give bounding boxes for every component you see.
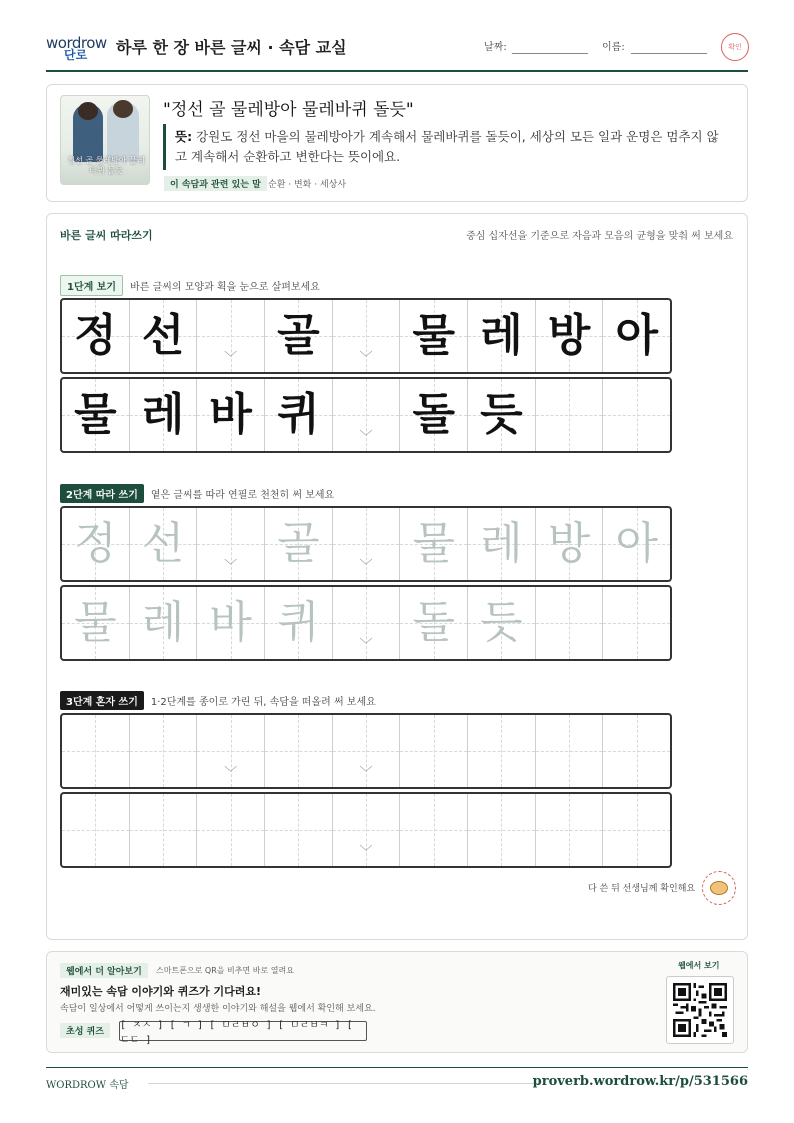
cover-head-right xyxy=(113,100,133,118)
meaning-accent-bar xyxy=(163,124,166,170)
related-words: 순환 · 변화 · 세상사 xyxy=(268,180,347,190)
qr-label: 웹에서 보기 xyxy=(678,961,720,970)
logo-wordmark: wordrow xyxy=(46,34,107,52)
date-field[interactable] xyxy=(512,53,588,54)
grid-cell xyxy=(62,379,130,451)
footer-divider xyxy=(46,1067,748,1068)
proverb-title: "정선 골 물레방아 물레바퀴 돌듯" xyxy=(163,100,414,120)
grid-cell[interactable] xyxy=(536,508,604,580)
wordrow-logo xyxy=(46,34,108,62)
step2-header xyxy=(60,484,334,503)
grid-cell xyxy=(197,300,265,372)
grid-cell xyxy=(265,379,333,451)
practice-char: 골 xyxy=(277,310,320,361)
grid-cell xyxy=(400,300,468,372)
space-mark-icon: ﹀ xyxy=(224,351,238,366)
grid-cell[interactable] xyxy=(62,508,130,580)
teacher-stamp-icon xyxy=(702,871,736,905)
practice-char: 레 xyxy=(141,597,185,648)
step1-row-1 xyxy=(60,298,672,374)
date-label: 날짜: xyxy=(484,42,507,53)
proverb-cover-image xyxy=(60,95,150,185)
related-words-badge: 이 속담과 관련 있는 말 xyxy=(164,176,267,191)
practice-char: 레 xyxy=(480,310,523,361)
grid-cell[interactable] xyxy=(265,587,333,659)
grid-cell xyxy=(62,300,130,372)
practice-char: 물 xyxy=(412,310,455,361)
grid-cell[interactable] xyxy=(265,794,333,866)
practice-char: 퀴 xyxy=(277,389,320,440)
practice-char: 아 xyxy=(615,310,658,361)
practice-char: 선 xyxy=(141,518,185,569)
grid-cell[interactable] xyxy=(197,715,265,787)
practice-char: 듯 xyxy=(480,597,523,648)
grid-cell[interactable] xyxy=(130,715,198,787)
space-mark-icon: ﹀ xyxy=(224,559,238,574)
grid-cell[interactable] xyxy=(197,508,265,580)
practice-char: 물 xyxy=(412,518,455,569)
grid-cell[interactable] xyxy=(130,794,198,866)
practice-char: 레 xyxy=(480,518,523,569)
proverb-meaning xyxy=(175,127,730,167)
page-title: 하루 한 장 바른 글씨 · 속담 교실 xyxy=(116,38,347,57)
grid-cell[interactable] xyxy=(468,794,536,866)
grid-cell xyxy=(333,379,401,451)
space-mark-icon: ﹀ xyxy=(224,766,238,781)
step1-header xyxy=(60,275,320,296)
space-mark-icon: ﹀ xyxy=(359,430,373,445)
step1-badge: 1단계 보기 xyxy=(60,275,123,296)
teacher-check-note: 다 쓴 뒤 선생님께 확인해요 xyxy=(588,884,696,894)
grid-cell[interactable] xyxy=(468,715,536,787)
qr-pattern xyxy=(673,983,727,1037)
practice-char: 레 xyxy=(141,389,185,440)
practice-char: 방 xyxy=(547,310,591,361)
step3-row-1[interactable] xyxy=(60,713,672,789)
grid-cell xyxy=(130,300,198,372)
grid-cell xyxy=(400,379,468,451)
chosung-quiz: [ ㅈㅅ ] [ ㄱ ] [ ㅁㄹㅂㅇ ] [ ㅁㄹㅂㅋ ] [ ㄷㄷ ] xyxy=(119,1021,367,1041)
grid-cell xyxy=(130,379,198,451)
footer-brand: WORDROW 속담 xyxy=(46,1080,129,1091)
name-label: 이름: xyxy=(602,42,625,53)
grid-cell[interactable] xyxy=(333,715,401,787)
grid-cell[interactable] xyxy=(468,587,536,659)
practice-char: 선 xyxy=(141,310,185,361)
practice-char: 아 xyxy=(615,518,658,569)
practice-char: 정 xyxy=(74,310,117,361)
step2-badge: 2단계 따라 쓰기 xyxy=(60,484,144,503)
practice-char: 돌 xyxy=(412,389,455,440)
space-mark-icon: ﹀ xyxy=(359,351,373,366)
grid-cell xyxy=(603,379,670,451)
practice-char: 정 xyxy=(74,518,117,569)
practice-char: 듯 xyxy=(480,389,523,440)
practice-char: 퀴 xyxy=(277,597,320,648)
grid-cell[interactable] xyxy=(62,794,130,866)
grid-cell[interactable] xyxy=(333,508,401,580)
grid-cell xyxy=(468,300,536,372)
step3-desc: 1·2단계를 종이로 가린 뒤, 속담을 떠올려 써 보세요 xyxy=(150,697,376,708)
grid-cell[interactable] xyxy=(333,794,401,866)
practice-char: 골 xyxy=(277,518,320,569)
practice-char: 물 xyxy=(74,597,117,648)
grid-cell[interactable] xyxy=(468,508,536,580)
grid-cell[interactable] xyxy=(400,508,468,580)
grid-cell xyxy=(265,300,333,372)
confirm-stamp-icon xyxy=(721,33,749,61)
grid-cell[interactable] xyxy=(603,587,670,659)
grid-cell[interactable] xyxy=(603,794,670,866)
grid-cell[interactable] xyxy=(400,794,468,866)
header-divider xyxy=(46,70,748,72)
grid-cell xyxy=(197,379,265,451)
space-mark-icon: ﹀ xyxy=(359,766,373,781)
step2-row-1[interactable] xyxy=(60,506,672,582)
practice-title: 바른 글씨 따라쓰기 xyxy=(60,229,153,242)
meaning-text: 강원도 정선 마을의 물레방아가 계속해서 물레바퀴를 돌듯이, 세상의 모든 일과 운명은 멈추지 않고 계속해서 순환하고 변한다는 뜻이에요. xyxy=(175,129,719,164)
grid-cell xyxy=(468,379,536,451)
practice-char: 바 xyxy=(209,389,252,440)
grid-cell[interactable] xyxy=(197,587,265,659)
grid-cell[interactable] xyxy=(536,794,604,866)
cover-head-left xyxy=(78,102,98,120)
grid-cell[interactable] xyxy=(62,715,130,787)
grid-cell[interactable] xyxy=(536,715,604,787)
practice-char: 바 xyxy=(209,597,252,648)
step3-header xyxy=(60,691,376,710)
meaning-label: 뜻: xyxy=(175,129,193,144)
qr-code-icon[interactable] xyxy=(666,976,734,1044)
stamp-face xyxy=(710,881,728,895)
step1-desc: 바른 글씨의 모양과 획을 눈으로 살펴보세요 xyxy=(130,282,320,293)
stamp-text: 확인 xyxy=(728,43,742,51)
practice-note: 중심 십자선을 기준으로 자음과 모음의 균형을 맞춰 써 보세요 xyxy=(466,231,733,242)
step3-badge: 3단계 혼자 쓰기 xyxy=(60,691,144,710)
grid-cell[interactable] xyxy=(333,587,401,659)
step2-row-2[interactable] xyxy=(60,585,672,661)
grid-cell xyxy=(333,300,401,372)
more-subtitle: 스마트폰으로 QR을 비추면 바로 열려요 xyxy=(156,966,294,975)
space-mark-icon: ﹀ xyxy=(359,638,373,653)
grid-cell[interactable] xyxy=(265,715,333,787)
step2-desc: 옅은 글씨를 따라 연필로 천천히 써 보세요 xyxy=(150,490,335,501)
footer-line xyxy=(148,1083,538,1084)
step1-row-2 xyxy=(60,377,672,453)
practice-char: 돌 xyxy=(412,597,455,648)
grid-cell[interactable] xyxy=(603,508,670,580)
quiz-label: 초성 퀴즈 xyxy=(60,1023,110,1038)
grid-cell[interactable] xyxy=(130,587,198,659)
grid-cell[interactable] xyxy=(197,794,265,866)
more-description: 속담이 일상에서 어떻게 쓰이는지 생생한 이야기와 해설을 웹에서 확인해 보세요. xyxy=(60,1004,376,1014)
grid-cell[interactable] xyxy=(536,587,604,659)
grid-cell[interactable] xyxy=(603,715,670,787)
space-mark-icon: ﹀ xyxy=(359,559,373,574)
grid-cell xyxy=(603,300,670,372)
grid-cell[interactable] xyxy=(400,715,468,787)
more-headline: 재미있는 속담 이야기와 퀴즈가 기다려요! xyxy=(60,985,261,998)
grid-cell[interactable] xyxy=(400,587,468,659)
more-badge: 웹에서 더 알아보기 xyxy=(60,963,148,978)
space-mark-icon: ﹀ xyxy=(359,845,373,860)
grid-cell xyxy=(536,379,604,451)
practice-char: 물 xyxy=(74,389,117,440)
grid-cell[interactable] xyxy=(62,587,130,659)
practice-char: 방 xyxy=(547,518,591,569)
step3-row-2[interactable] xyxy=(60,792,672,868)
cover-caption: 정선 골 물레방아 물레바퀴 돌듯 xyxy=(67,156,145,175)
grid-cell[interactable] xyxy=(265,508,333,580)
logo-hangul: 단로 xyxy=(64,48,88,62)
footer-url[interactable]: proverb.wordrow.kr/p/531566 xyxy=(532,1074,748,1089)
name-field[interactable] xyxy=(631,53,707,54)
grid-cell[interactable] xyxy=(130,508,198,580)
grid-cell xyxy=(536,300,604,372)
